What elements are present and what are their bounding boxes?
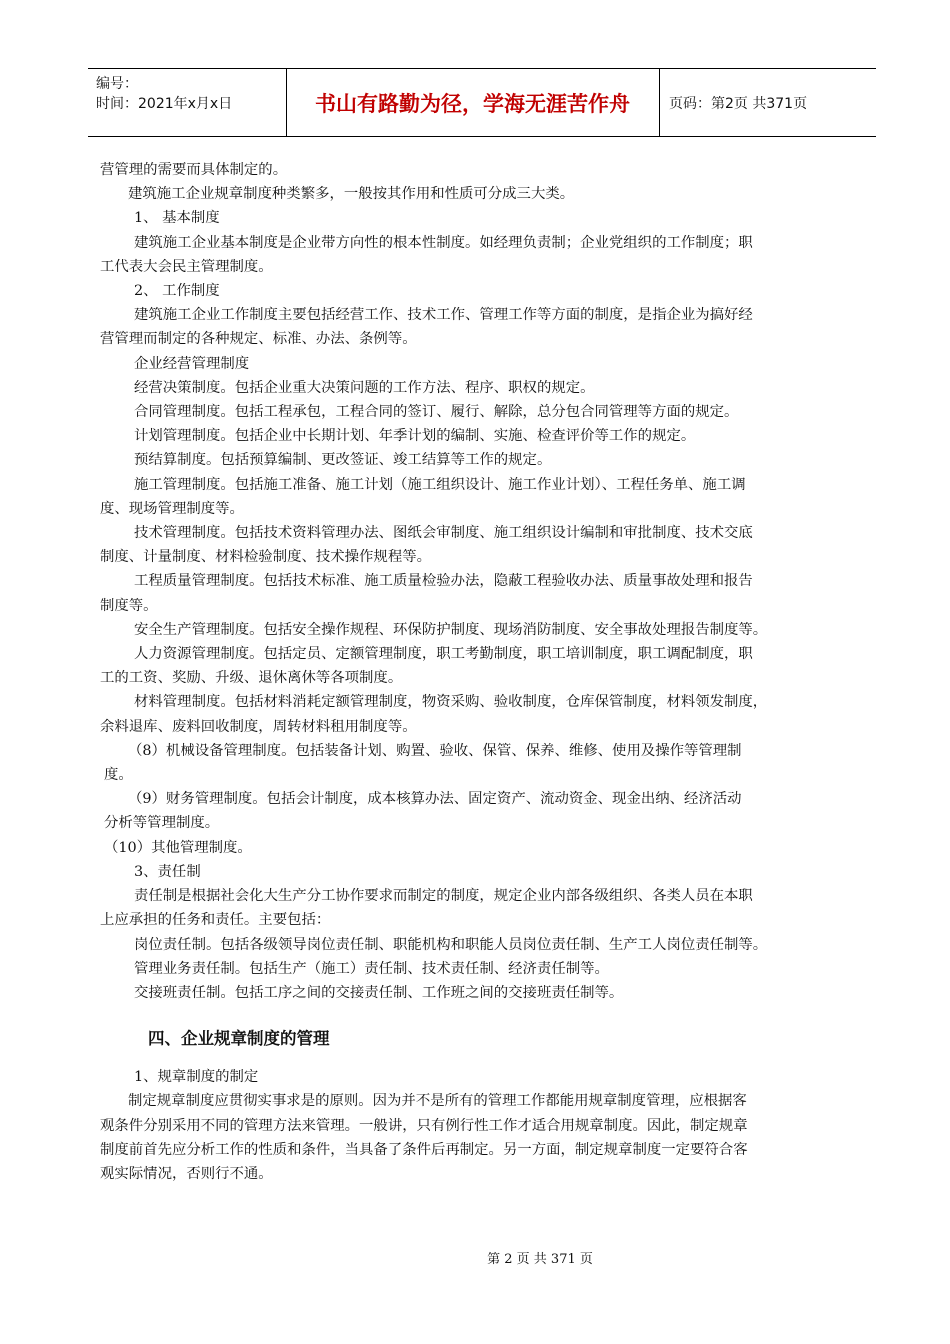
text-line: 企业经营管理制度	[134, 355, 250, 372]
text-line: 1、 基本制度	[134, 210, 220, 227]
text-line: 岗位责任制。包括各级领导岗位责任制、职能机构和职能人员岗位责任制、生产工人岗位责任制等。	[134, 936, 768, 953]
header-meta	[88, 69, 287, 136]
text-line: 工的工资、奖励、升级、退休离休等各项制度。	[100, 670, 403, 687]
text-line: 观条件分别采用不同的管理方法来管理。一般讲，只有例行性工作才适合用规章制度。因此，制定规章	[100, 1117, 748, 1134]
document-body	[100, 158, 865, 1186]
text-line: 制度前首先应分析工作的性质和条件，当具备了条件后再制定。另一方面，制定规章制度一定要符合客	[100, 1141, 748, 1158]
section-title: 四、企业规章制度的管理	[148, 1029, 330, 1049]
text-line: 材料管理制度。包括材料消耗定额管理制度，物资采购、验收制度，仓库保管制度，材料领发制度，	[134, 694, 768, 711]
text-line: 经营决策制度。包括企业重大决策问题的工作方法、程序、职权的规定。	[134, 379, 595, 396]
text-line: 安全生产管理制度。包括安全操作规程、环保防护制度、现场消防制度、安全事故处理报告制度等。	[134, 621, 768, 638]
body-paragraphs-part2	[100, 1065, 865, 1186]
page-header	[88, 68, 876, 137]
text-line: 交接班责任制。包括工序之间的交接责任制、工作班之间的交接班责任制等。	[134, 984, 624, 1001]
text-line: 责任制是根据社会化大生产分工协作要求而制定的制度，规定企业内部各级组织、各类人员在本职	[134, 888, 753, 905]
header-motto: 书山有路勤为径，学海无涯苦作舟	[286, 69, 660, 136]
text-line: 1、规章制度的制定	[134, 1069, 259, 1086]
doc-time-label: 时间：2021年x月x日	[96, 96, 233, 112]
text-line: 3、责任制	[134, 863, 201, 880]
text-line: （8）机械设备管理制度。包括装备计划、购置、验收、保管、保养、维修、使用及操作等管理制	[128, 742, 742, 759]
text-line: 营管理而制定的各种规定、标准、办法、条例等。	[100, 331, 417, 348]
text-line: 观实际情况，否则行不通。	[100, 1165, 273, 1182]
text-line: 制度等。	[100, 597, 158, 614]
text-line: 预结算制度。包括预算编制、更改签证、竣工结算等工作的规定。	[134, 452, 552, 469]
doc-code-label: 编号：	[96, 76, 138, 92]
text-line: 余料退库、废料回收制度，周转材料租用制度等。	[100, 718, 417, 735]
text-line: 施工管理制度。包括施工准备、施工计划（施工组织设计、施工作业计划）、工程任务单、施工调	[134, 476, 746, 493]
text-line: 营管理的需要而具体制定的。	[100, 162, 288, 178]
text-line: 度。	[104, 767, 133, 784]
text-line: 技术管理制度。包括技术资料管理办法、图纸会审制度、施工组织设计编制和审批制度、技术交底	[134, 525, 753, 542]
text-line: 2、 工作制度	[134, 283, 220, 300]
text-line: 建筑施工企业规章制度种类繁多，一般按其作用和性质可分成三大类。	[128, 186, 575, 203]
text-line: 制定规章制度应贯彻实事求是的原则。因为并不是所有的管理工作都能用规章制度管理，应根据客	[128, 1093, 747, 1110]
text-line: （10）其他管理制度。	[104, 839, 252, 856]
text-line: 工程质量管理制度。包括技术标准、施工质量检验办法，隐蔽工程验收办法、质量事故处理和报告	[134, 573, 753, 590]
body-paragraphs-part1	[100, 158, 865, 1005]
text-line: 建筑施工企业工作制度主要包括经营工作、技术工作、管理工作等方面的制度，是指企业为搞好经	[134, 307, 753, 324]
text-line: 人力资源管理制度。包括定员、定额管理制度，职工考勤制度，职工培训制度，职工调配制度，职	[134, 646, 753, 663]
text-line: 工代表大会民主管理制度。	[100, 258, 273, 275]
page-footer: 第 2 页 共 371 页	[487, 1252, 593, 1267]
text-line: 计划管理制度。包括企业中长期计划、年季计划的编制、实施、检查评价等工作的规定。	[134, 428, 696, 445]
text-line: 合同管理制度。包括工程承包，工程合同的签订、履行、解除，总分包合同管理等方面的规定。	[134, 404, 739, 421]
text-line: （9）财务管理制度。包括会计制度，成本核算办法、固定资产、流动资金、现金出纳、经济活动	[128, 791, 742, 808]
text-line: 管理业务责任制。包括生产（施工）责任制、技术责任制、经济责任制等。	[134, 960, 609, 977]
text-line: 度、现场管理制度等。	[100, 500, 244, 517]
text-line: 制度、计量制度、材料检验制度、技术操作规程等。	[100, 549, 431, 566]
text-line: 上应承担的任务和责任。主要包括：	[100, 912, 331, 929]
text-line: 分析等管理制度。	[104, 815, 220, 832]
text-line: 建筑施工企业基本制度是企业带方向性的根本性制度。如经理负责制；企业党组织的工作制度；职	[134, 234, 753, 251]
header-page-info: 页码：第2页 共371页	[669, 95, 808, 112]
